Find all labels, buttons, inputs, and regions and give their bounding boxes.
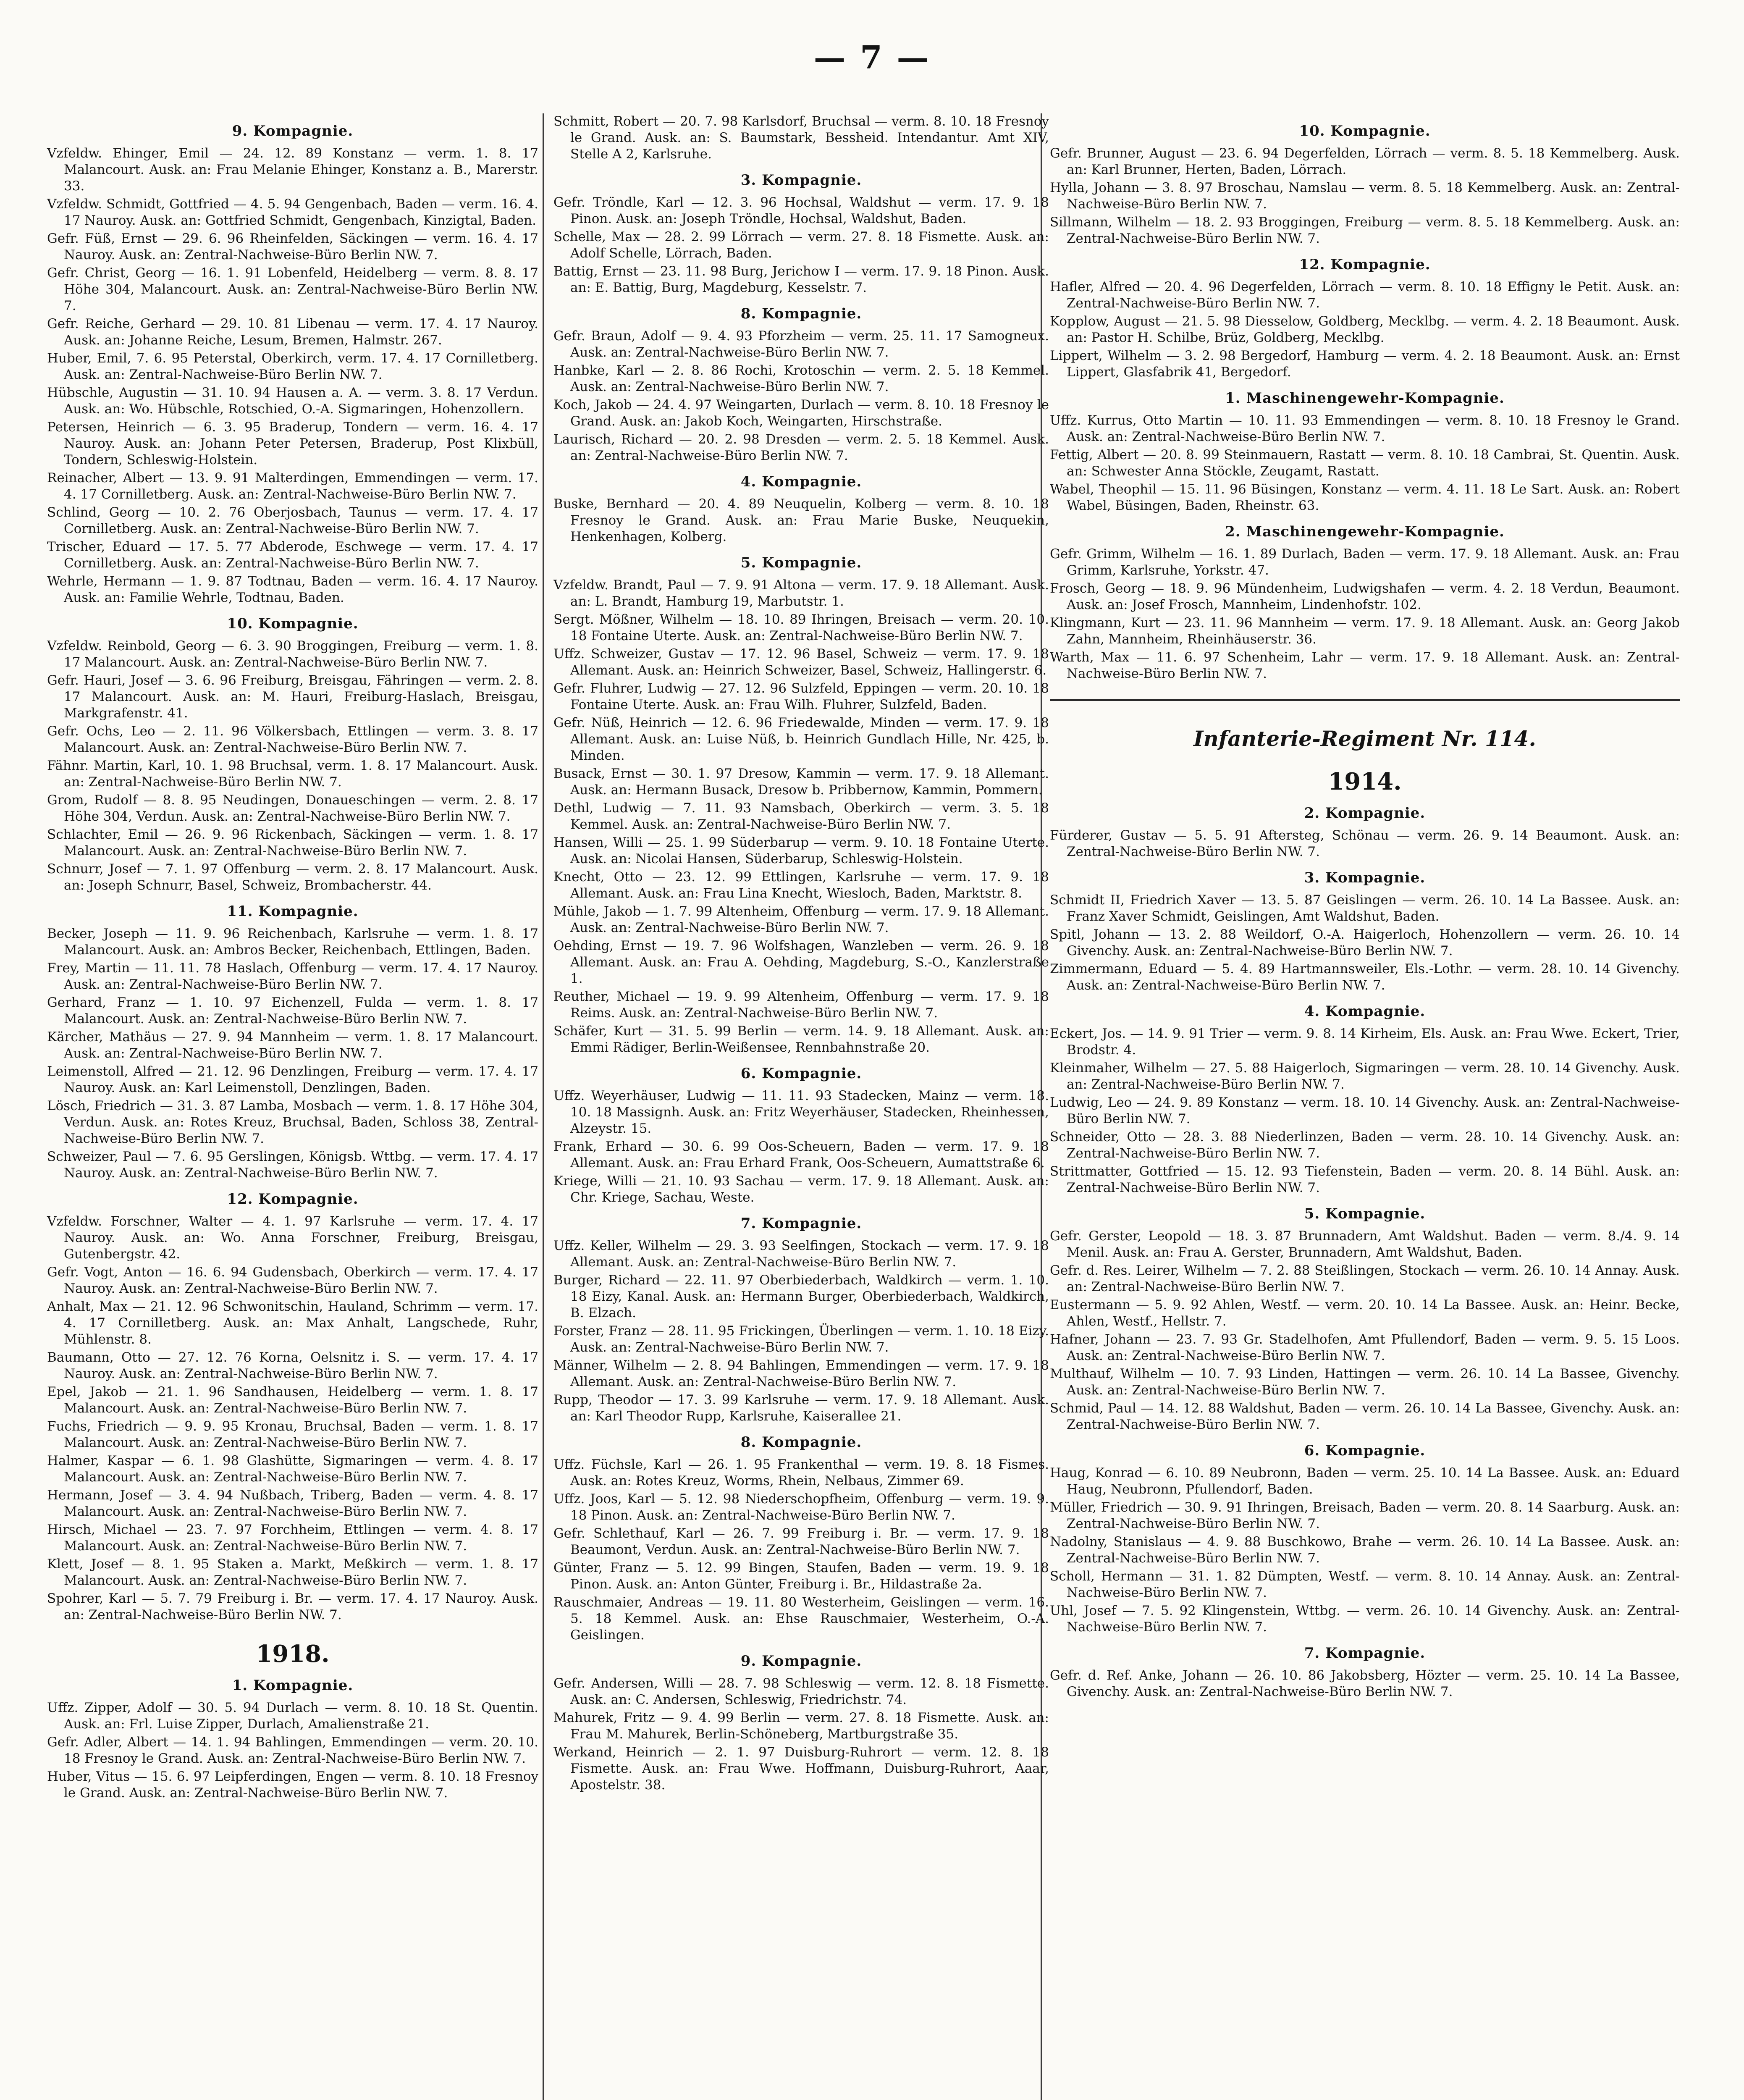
- column-1: [47, 113, 538, 1803]
- casualty-entry: Männer, Wilhelm — 2. 8. 94 Bahlingen, Emmendingen — verm. 17. 9. 18 Allemant. Ausk. an: Zentral-Nachweise-Büro Berlin NW. 7.: [553, 1358, 1049, 1389]
- casualty-entry: Schlind, Georg — 10. 2. 76 Oberjosbach, Taunus — verm. 17. 4. 17 Cornilletberg. Ausk. an: Zentral-Nachweise-Büro Berlin NW. 7.: [47, 505, 538, 536]
- casualty-entry: Becker, Joseph — 11. 9. 96 Reichenbach, Karlsruhe — verm. 1. 8. 17 Malancourt. Ausk. an: Ambros Becker, Reichenbach, Ettlingen, Baden.: [47, 926, 538, 958]
- column-3: [1050, 113, 1680, 1702]
- casualty-entry: Klett, Josef — 8. 1. 95 Staken a. Markt, Meßkirch — verm. 1. 8. 17 Malancourt. Ausk. an: Zentral-Nachweise-Büro Berlin NW. 7.: [47, 1557, 538, 1588]
- casualty-entry: Gefr. Nüß, Heinrich — 12. 6. 96 Friedewalde, Minden — verm. 17. 9. 18 Allemant. Ausk. an: Luise Nüß, b. Heinrich Gundlach Hille, Nr. 425, b. Minden.: [553, 715, 1049, 763]
- company-heading: 1. Kompagnie.: [232, 1677, 354, 1694]
- section-divider: [1050, 699, 1680, 701]
- casualty-entry: Vzfeldw. Reinbold, Georg — 6. 3. 90 Broggingen, Freiburg — verm. 1. 8. 17 Malancourt. Ausk. an: Zentral-Nachweise-Büro Berlin NW. 7.: [47, 638, 538, 670]
- casualty-entry: Fuchs, Friedrich — 9. 9. 95 Kronau, Bruchsal, Baden — verm. 1. 8. 17 Malancourt. Ausk. an: Zentral-Nachweise-Büro Berlin NW. 7.: [47, 1419, 538, 1450]
- casualty-entry: Hafler, Alfred — 20. 4. 96 Degerfelden, Lörrach — verm. 8. 10. 18 Effigny le Petit. Ausk. an: Zentral-Nachweise-Büro Berlin NW. 7.: [1050, 279, 1680, 311]
- casualty-entry: Gefr. d. Ref. Anke, Johann — 26. 10. 86 Jakobsberg, Hözter — verm. 25. 10. 14 La Bassee, Givenchy. Ausk. an: Zentral-Nachweise-Büro Berlin NW. 7.: [1050, 1668, 1680, 1699]
- company-heading: 2. Kompagnie.: [1304, 805, 1426, 822]
- casualty-entry: Buske, Bernhard — 20. 4. 89 Neuquelin, Kolberg — verm. 8. 10. 18 Fresnoy le Grand. Ausk. an: Frau Marie Buske, Neuquekin, Henkenhagen, Kolberg.: [553, 496, 1049, 544]
- casualty-entry: Wabel, Theophil — 15. 11. 96 Büsingen, Konstanz — verm. 4. 11. 18 Le Sart. Ausk. an: Robert Wabel, Büsingen, Baden, Rheinstr. 63.: [1050, 482, 1680, 513]
- casualty-entry: Lösch, Friedrich — 31. 3. 87 Lamba, Mosbach — verm. 1. 8. 17 Höhe 304, Verdun. Ausk. an: Rotes Kreuz, Bruchsal, Baden, Schloss 38, Zentral-Nachweise-Büro Berlin NW. 7.: [47, 1098, 538, 1146]
- casualty-entry: Petersen, Heinrich — 6. 3. 95 Braderup, Tondern — verm. 16. 4. 17 Nauroy. Ausk. an: Johann Peter Petersen, Braderup, Post Klixbüll, Tondern, Schleswig-Holstein.: [47, 420, 538, 467]
- casualty-entry: Kriege, Willi — 21. 10. 93 Sachau — verm. 17. 9. 18 Allemant. Ausk. an: Chr. Kriege, Sachau, Weste.: [553, 1173, 1049, 1205]
- casualty-entry: Gefr. Christ, Georg — 16. 1. 91 Lobenfeld, Heidelberg — verm. 8. 8. 17 Höhe 304, Malancourt. Ausk. an: Zentral-Nachweise-Büro Berlin NW. 7.: [47, 265, 538, 313]
- casualty-entry: Hafner, Johann — 23. 7. 93 Gr. Stadelhofen, Amt Pfullendorf, Baden — verm. 9. 5. 15 Loos. Ausk. an: Zentral-Nachweise-Büro Berlin NW. 7.: [1050, 1332, 1680, 1363]
- casualty-entry: Nadolny, Stanislaus — 4. 9. 88 Buschkowo, Brahe — verm. 26. 10. 14 La Bassee. Ausk. an: Zentral-Nachweise-Büro Berlin NW. 7.: [1050, 1534, 1680, 1566]
- casualty-entry: Multhauf, Wilhelm — 10. 7. 93 Linden, Hattingen — verm. 26. 10. 14 La Bassee, Givenchy. Ausk. an: Zentral-Nachweise-Büro Berlin NW. 7.: [1050, 1366, 1680, 1398]
- casualty-entry: Grom, Rudolf — 8. 8. 95 Neudingen, Donaueschingen — verm. 2. 8. 17 Höhe 304, Verdun. Ausk. an: Zentral-Nachweise-Büro Berlin NW. 7.: [47, 793, 538, 824]
- casualty-entry: Scholl, Hermann — 31. 1. 82 Dümpten, Westf. — verm. 8. 10. 14 Annay. Ausk. an: Zentral-Nachweise-Büro Berlin NW. 7.: [1050, 1569, 1680, 1600]
- casualty-entry: Rupp, Theodor — 17. 3. 99 Karlsruhe — verm. 17. 9. 18 Allemant. Ausk. an: Karl Theodor Rupp, Karlsruhe, Kaiserallee 21.: [553, 1392, 1049, 1424]
- casualty-entry: Dethl, Ludwig — 7. 11. 93 Namsbach, Oberkirch — verm. 3. 5. 18 Kemmel. Ausk. an: Zentral-Nachweise-Büro Berlin NW. 7.: [553, 801, 1049, 832]
- casualty-entry: Forster, Franz — 28. 11. 95 Frickingen, Überlingen — verm. 1. 10. 18 Eizy. Ausk. an: Zentral-Nachweise-Büro Berlin NW. 7.: [553, 1323, 1049, 1355]
- casualty-entry: Schneider, Otto — 28. 3. 88 Niederlinzen, Baden — verm. 28. 10. 14 Givenchy. Ausk. an: Zentral-Nachweise-Büro Berlin NW. 7.: [1050, 1129, 1680, 1161]
- casualty-entry: Uffz. Füchsle, Karl — 26. 1. 95 Frankenthal — verm. 19. 8. 18 Fismes. Ausk. an: Rotes Kreuz, Worms, Rhein, Nelbaus, Zimmer 69.: [553, 1457, 1049, 1488]
- casualty-entry: Hermann, Josef — 3. 4. 94 Nußbach, Triberg, Baden — verm. 4. 8. 17 Malancourt. Ausk. an: Zentral-Nachweise-Büro Berlin NW. 7.: [47, 1488, 538, 1519]
- company-heading: 7. Kompagnie.: [740, 1215, 862, 1232]
- casualty-entry: Uhl, Josef — 7. 5. 92 Klingenstein, Wttbg. — verm. 26. 10. 14 Givenchy. Ausk. an: Zentral-Nachweise-Büro Berlin NW. 7.: [1050, 1603, 1680, 1635]
- casualty-entry: Wehrle, Hermann — 1. 9. 87 Todtnau, Baden — verm. 16. 4. 17 Nauroy. Ausk. an: Familie Wehrle, Todtnau, Baden.: [47, 574, 538, 605]
- casualty-entry: Gefr. Schlethauf, Karl — 26. 7. 99 Freiburg i. Br. — verm. 17. 9. 18 Beaumont, Verdun. Ausk. an: Zentral-Nachweise-Büro Berlin NW. 7.: [553, 1526, 1049, 1557]
- casualty-entry: Burger, Richard — 22. 11. 97 Oberbiederbach, Waldkirch — verm. 1. 10. 18 Eizy, Kanal. Ausk. an: Hermann Burger, Oberbiederbach, Waldkirch, B. Elzach.: [553, 1273, 1049, 1320]
- casualty-entry: Vzfeldw. Brandt, Paul — 7. 9. 91 Altona — verm. 17. 9. 18 Allemant. Ausk. an: L. Brandt, Hamburg 19, Marbutstr. 1.: [553, 578, 1049, 609]
- casualty-entry: Gefr. Gerster, Leopold — 18. 3. 87 Brunnadern, Amt Waldshut. Baden — verm. 8./4. 9. 14 Menil. Ausk. an: Frau A. Gerster, Brunnadern, Amt Waldshut, Baden.: [1050, 1228, 1680, 1260]
- casualty-entry: Huber, Emil, 7. 6. 95 Peterstal, Oberkirch, verm. 17. 4. 17 Cornilletberg. Ausk. an: Zentral-Nachweise-Büro Berlin NW. 7.: [47, 351, 538, 382]
- casualty-entry: Müller, Friedrich — 30. 9. 91 Ihringen, Breisach, Baden — verm. 20. 8. 14 Saarburg. Ausk. an: Zentral-Nachweise-Büro Berlin NW. 7.: [1050, 1500, 1680, 1531]
- casualty-entry: Reinacher, Albert — 13. 9. 91 Malterdingen, Emmendingen — verm. 17. 4. 17 Cornilletberg. Ausk. an: Zentral-Nachweise-Büro Berlin NW. 7.: [47, 470, 538, 502]
- company-heading: 6. Kompagnie.: [740, 1065, 862, 1082]
- page-number: — 7 —: [813, 39, 931, 76]
- casualty-entry: Fürderer, Gustav — 5. 5. 91 Aftersteg, Schönau — verm. 26. 9. 14 Beaumont. Ausk. an: Zentral-Nachweise-Büro Berlin NW. 7.: [1050, 828, 1680, 859]
- company-heading: 2. Maschinengewehr-Kompagnie.: [1225, 523, 1505, 540]
- casualty-entry: Warth, Max — 11. 6. 97 Schenheim, Lahr — verm. 17. 9. 18 Allemant. Ausk. an: Zentral-Nachweise-Büro Berlin NW. 7.: [1050, 650, 1680, 681]
- casualty-entry: Sillmann, Wilhelm — 18. 2. 93 Broggingen, Freiburg — verm. 8. 5. 18 Kemmelberg. Ausk. an: Zentral-Nachweise-Büro Berlin NW. 7.: [1050, 215, 1680, 246]
- casualty-entry: Gefr. Hauri, Josef — 3. 6. 96 Freiburg, Breisgau, Fähringen — verm. 2. 8. 17 Malancourt. Ausk. an: M. Hauri, Freiburg-Haslach, Breisgau, Markgrafenstr. 41.: [47, 673, 538, 721]
- casualty-entry: Gefr. Fluhrer, Ludwig — 27. 12. 96 Sulzfeld, Eppingen — verm. 20. 10. 18 Fontaine Uterte. Ausk. an: Frau Wilh. Fluhrer, Sulzfeld, Baden.: [553, 681, 1049, 712]
- company-heading: 9. Kompagnie.: [232, 123, 354, 139]
- column-2: [553, 113, 1049, 1795]
- casualty-entry: Schmitt, Robert — 20. 7. 98 Karlsdorf, Bruchsal — verm. 8. 10. 18 Fresnoy le Grand. Ausk. an: S. Baumstark, Bessheid. Intendantur. Amt XIV, Stelle A 2, Karlsruhe.: [553, 114, 1049, 162]
- casualty-entry: Eustermann — 5. 9. 92 Ahlen, Westf. — verm. 20. 10. 14 La Bassee. Ausk. an: Heinr. Becke, Ahlen, Westf., Hellstr. 7.: [1050, 1297, 1680, 1329]
- casualty-entry: Uffz. Kurrus, Otto Martin — 10. 11. 93 Emmendingen — verm. 8. 10. 18 Fresnoy le Grand. Ausk. an: Zentral-Nachweise-Büro Berlin NW. 7.: [1050, 413, 1680, 444]
- company-heading: 12. Kompagnie.: [1299, 256, 1431, 273]
- casualty-entry: Hirsch, Michael — 23. 7. 97 Forchheim, Ettlingen — verm. 4. 8. 17 Malancourt. Ausk. an: Zentral-Nachweise-Büro Berlin NW. 7.: [47, 1522, 538, 1554]
- casualty-entry: Gefr. Grimm, Wilhelm — 16. 1. 89 Durlach, Baden — verm. 17. 9. 18 Allemant. Ausk. an: Frau Grimm, Karlsruhe, Yorkstr. 47.: [1050, 546, 1680, 578]
- company-heading: 5. Kompagnie.: [740, 554, 862, 571]
- casualty-entry: Gefr. Ochs, Leo — 2. 11. 96 Völkersbach, Ettlingen — verm. 3. 8. 17 Malancourt. Ausk. an: Zentral-Nachweise-Büro Berlin NW. 7.: [47, 724, 538, 755]
- casualty-entry: Gefr. Reiche, Gerhard — 29. 10. 81 Libenau — verm. 17. 4. 17 Nauroy. Ausk. an: Johanne Reiche, Lesum, Bremen, Halmstr. 267.: [47, 316, 538, 348]
- company-heading: 10. Kompagnie.: [227, 615, 359, 632]
- year-heading: 1918.: [256, 1640, 330, 1668]
- company-heading: 1. Maschinengewehr-Kompagnie.: [1225, 390, 1505, 407]
- casualty-entry: Koch, Jakob — 24. 4. 97 Weingarten, Durlach — verm. 8. 10. 18 Fresnoy le Grand. Ausk. an: Jakob Koch, Weingarten, Hirschstraße.: [553, 397, 1049, 429]
- casualty-entry: Schnurr, Josef — 7. 1. 97 Offenburg — verm. 2. 8. 17 Malancourt. Ausk. an: Joseph Schnurr, Basel, Schweiz, Brombacherstr. 44.: [47, 861, 538, 893]
- casualty-entry: Battig, Ernst — 23. 11. 98 Burg, Jerichow I — verm. 17. 9. 18 Pinon. Ausk. an: E. Battig, Burg, Magdeburg, Kesselstr. 7.: [553, 264, 1049, 295]
- year-heading: 1914.: [1328, 768, 1402, 795]
- casualty-entry: Leimenstoll, Alfred — 21. 12. 96 Denzlingen, Freiburg — verm. 17. 4. 17 Nauroy. Ausk. an: Karl Leimenstoll, Denzlingen, Baden.: [47, 1064, 538, 1095]
- casualty-entry: Busack, Ernst — 30. 1. 97 Dresow, Kammin — verm. 17. 9. 18 Allemant. Ausk. an: Hermann Busack, Dresow b. Pribbernow, Kammin, Pommern.: [553, 766, 1049, 798]
- casualty-entry: Uffz. Joos, Karl — 5. 12. 98 Niederschopfheim, Offenburg — verm. 19. 9. 18 Pinon. Ausk. an: Zentral-Nachweise-Büro Berlin NW. 7.: [553, 1491, 1049, 1523]
- company-heading: 7. Kompagnie.: [1304, 1645, 1426, 1662]
- casualty-entry: Gefr. d. Res. Leirer, Wilhelm — 7. 2. 88 Steißlingen, Stockach — verm. 26. 10. 14 Annay. Ausk. an: Zentral-Nachweise-Büro Berlin NW. 7.: [1050, 1263, 1680, 1294]
- casualty-entry: Hansen, Willi — 25. 1. 99 Süderbarup — verm. 9. 10. 18 Fontaine Uterte. Ausk. an: Nicolai Hansen, Süderbarup, Schleswig-Holstein.: [553, 835, 1049, 866]
- casualty-entry: Gefr. Füß, Ernst — 29. 6. 96 Rheinfelden, Säckingen — verm. 16. 4. 17 Nauroy. Ausk. an: Zentral-Nachweise-Büro Berlin NW. 7.: [47, 231, 538, 262]
- casualty-entry: Oehding, Ernst — 19. 7. 96 Wolfshagen, Wanzleben — verm. 26. 9. 18 Allemant. Ausk. an: Frau A. Oehding, Magdeburg, S.-O., Kanzlerstraße 1.: [553, 938, 1049, 986]
- casualty-entry: Eckert, Jos. — 14. 9. 91 Trier — verm. 9. 8. 14 Kirheim, Els. Ausk. an: Frau Wwe. Eckert, Trier, Brodstr. 4.: [1050, 1026, 1680, 1058]
- casualty-entry: Schmid, Paul — 14. 12. 88 Waldshut, Baden — verm. 26. 10. 14 La Bassee, Givenchy. Ausk. an: Zentral-Nachweise-Büro Berlin NW. 7.: [1050, 1401, 1680, 1432]
- company-heading: 9. Kompagnie.: [740, 1653, 862, 1670]
- casualty-entry: Uffz. Schweizer, Gustav — 17. 12. 96 Basel, Schweiz — verm. 17. 9. 18 Allemant. Ausk. an: Heinrich Schweizer, Basel, Schweiz, Hallingerstr. 6.: [553, 646, 1049, 678]
- casualty-entry: Mühle, Jakob — 1. 7. 99 Altenheim, Offenburg — verm. 17. 9. 18 Allemant. Ausk. an: Zentral-Nachweise-Büro Berlin NW. 7.: [553, 904, 1049, 935]
- casualty-entry: Werkand, Heinrich — 2. 1. 97 Duisburg-Ruhrort — verm. 12. 8. 18 Fismette. Ausk. an: Frau Wwe. Hoffmann, Duisburg-Ruhrort, Aaar, Apostelstr. 38.: [553, 1745, 1049, 1793]
- company-heading: 12. Kompagnie.: [227, 1191, 359, 1208]
- company-heading: 11. Kompagnie.: [227, 903, 359, 920]
- regiment-title: Infanterie-Regiment Nr. 114.: [1193, 726, 1536, 751]
- casualty-entry: Vzfeldw. Forschner, Walter — 4. 1. 97 Karlsruhe — verm. 17. 4. 17 Nauroy. Ausk. an: Wo. Anna Forschner, Freiburg, Breisgau, Gutenbergstr. 42.: [47, 1214, 538, 1262]
- casualty-entry: Kleinmaher, Wilhelm — 27. 5. 88 Haigerloch, Sigmaringen — verm. 28. 10. 14 Givenchy. Ausk. an: Zentral-Nachweise-Büro Berlin NW. 7.: [1050, 1060, 1680, 1092]
- casualty-entry: Hübschle, Augustin — 31. 10. 94 Hausen a. A. — verm. 3. 8. 17 Verdun. Ausk. an: Wo. Hübschle, Rotschied, O.-A. Sigmaringen, Hohenzollern.: [47, 385, 538, 417]
- casualty-entry: Strittmatter, Gottfried — 15. 12. 93 Tiefenstein, Baden — verm. 20. 8. 14 Bühl. Ausk. an: Zentral-Nachweise-Büro Berlin NW. 7.: [1050, 1164, 1680, 1195]
- casualty-entry: Ludwig, Leo — 24. 9. 89 Konstanz — verm. 18. 10. 14 Givenchy. Ausk. an: Zentral-Nachweise-Büro Berlin NW. 7.: [1050, 1095, 1680, 1126]
- casualty-entry: Gefr. Adler, Albert — 14. 1. 94 Bahlingen, Emmendingen — verm. 20. 10. 18 Fresnoy le Grand. Ausk. an: Zentral-Nachweise-Büro Berlin NW. 7.: [47, 1735, 538, 1766]
- casualty-entry: Kärcher, Mathäus — 27. 9. 94 Mannheim — verm. 1. 8. 17 Malancourt. Ausk. an: Zentral-Nachweise-Büro Berlin NW. 7.: [47, 1029, 538, 1061]
- casualty-entry: Zimmermann, Eduard — 5. 4. 89 Hartmannsweiler, Els.-Lothr. — verm. 28. 10. 14 Givenchy. Ausk. an: Zentral-Nachweise-Büro Berlin NW. 7.: [1050, 961, 1680, 993]
- casualty-entry: Vzfeldw. Ehinger, Emil — 24. 12. 89 Konstanz — verm. 1. 8. 17 Malancourt. Ausk. an: Frau Melanie Ehinger, Konstanz a. B., Marerstr. 33.: [47, 146, 538, 194]
- company-heading: 3. Kompagnie.: [1304, 869, 1426, 886]
- casualty-entry: Halmer, Kaspar — 6. 1. 98 Glashütte, Sigmaringen — verm. 4. 8. 17 Malancourt. Ausk. an: Zentral-Nachweise-Büro Berlin NW. 7.: [47, 1453, 538, 1485]
- casualty-entry: Lippert, Wilhelm — 3. 2. 98 Bergedorf, Hamburg — verm. 4. 2. 18 Beaumont. Ausk. an: Ernst Lippert, Glasfabrik 41, Bergedorf.: [1050, 348, 1680, 380]
- company-heading: 10. Kompagnie.: [1299, 123, 1431, 139]
- casualty-entry: Klingmann, Kurt — 23. 11. 96 Mannheim — verm. 17. 9. 18 Allemant. Ausk. an: Georg Jakob Zahn, Mannheim, Rheinhäuserstr. 36.: [1050, 615, 1680, 647]
- casualty-entry: Hylla, Johann — 3. 8. 97 Broschau, Namslau — verm. 8. 5. 18 Kemmelberg. Ausk. an: Zentral-Nachweise-Büro Berlin NW. 7.: [1050, 180, 1680, 212]
- casualty-entry: Epel, Jakob — 21. 1. 96 Sandhausen, Heidelberg — verm. 1. 8. 17 Malancourt. Ausk. an: Zentral-Nachweise-Büro Berlin NW. 7.: [47, 1384, 538, 1416]
- company-heading: 8. Kompagnie.: [740, 1434, 862, 1451]
- casualty-entry: Frey, Martin — 11. 11. 78 Haslach, Offenburg — verm. 17. 4. 17 Nauroy. Ausk. an: Zentral-Nachweise-Büro Berlin NW. 7.: [47, 961, 538, 992]
- casualty-entry: Vzfeldw. Schmidt, Gottfried — 4. 5. 94 Gengenbach, Baden — verm. 16. 4. 17 Nauroy. Ausk. an: Gottfried Schmidt, Gengenbach, Kinzigtal, Baden.: [47, 197, 538, 228]
- casualty-entry: Schlachter, Emil — 26. 9. 96 Rickenbach, Säckingen — verm. 1. 8. 17 Malancourt. Ausk. an: Zentral-Nachweise-Büro Berlin NW. 7.: [47, 827, 538, 858]
- casualty-entry: Fähnr. Martin, Karl, 10. 1. 98 Bruchsal, verm. 1. 8. 17 Malancourt. Ausk. an: Zentral-Nachweise-Büro Berlin NW. 7.: [47, 758, 538, 790]
- casualty-entry: Mahurek, Fritz — 9. 4. 99 Berlin — verm. 27. 8. 18 Fismette. Ausk. an: Frau M. Mahurek, Berlin-Schöneberg, Martburgstraße 35.: [553, 1710, 1049, 1742]
- casualty-entry: Huber, Vitus — 15. 6. 97 Leipferdingen, Engen — verm. 8. 10. 18 Fresnoy le Grand. Ausk. an: Zentral-Nachweise-Büro Berlin NW. 7.: [47, 1769, 538, 1801]
- casualty-entry: Kopplow, August — 21. 5. 98 Diesselow, Goldberg, Mecklbg. — verm. 4. 2. 18 Beaumont. Ausk. an: Pastor H. Schilbe, Brüz, Goldberg, Mecklbg.: [1050, 314, 1680, 345]
- company-heading: 6. Kompagnie.: [1304, 1442, 1426, 1459]
- column-divider-left: [543, 113, 544, 2100]
- casualty-entry: Gefr. Braun, Adolf — 9. 4. 93 Pforzheim — verm. 25. 11. 17 Samogneux. Ausk. an: Zentral-Nachweise-Büro Berlin NW. 7.: [553, 328, 1049, 360]
- casualty-entry: Uffz. Weyerhäuser, Ludwig — 11. 11. 93 Stadecken, Mainz — verm. 18. 10. 18 Massignh. Ausk. an: Fritz Weyerhäuser, Stadecken, Rheinhessen, Alzeystr. 15.: [553, 1088, 1049, 1136]
- casualty-entry: Günter, Franz — 5. 12. 99 Bingen, Staufen, Baden — verm. 19. 9. 18 Pinon. Ausk. an: Anton Günter, Freiburg i. Br., Hildastraße 2a.: [553, 1560, 1049, 1592]
- casualty-entry: Gefr. Vogt, Anton — 16. 6. 94 Gudensbach, Oberkirch — verm. 17. 4. 17 Nauroy. Ausk. an: Zentral-Nachweise-Büro Berlin NW. 7.: [47, 1265, 538, 1296]
- company-heading: 3. Kompagnie.: [740, 172, 862, 189]
- casualty-entry: Sergt. Mößner, Wilhelm — 18. 10. 89 Ihringen, Breisach — verm. 20. 10. 18 Fontaine Uterte. Ausk. an: Zentral-Nachweise-Büro Berlin NW. 7.: [553, 612, 1049, 643]
- casualty-entry: Anhalt, Max — 21. 12. 96 Schwonitschin, Hauland, Schrimm — verm. 17. 4. 17 Cornilletberg. Ausk. an: Max Anhalt, Langschede, Ruhr, Mühlenstr. 8.: [47, 1299, 538, 1347]
- company-heading: 5. Kompagnie.: [1304, 1205, 1426, 1222]
- casualty-entry: Laurisch, Richard — 20. 2. 98 Dresden — verm. 2. 5. 18 Kemmel. Ausk. an: Zentral-Nachweise-Büro Berlin NW. 7.: [553, 432, 1049, 463]
- casualty-entry: Uffz. Keller, Wilhelm — 29. 3. 93 Seelfingen, Stockach — verm. 17. 9. 18 Allemant. Ausk. an: Zentral-Nachweise-Büro Berlin NW. 7.: [553, 1238, 1049, 1270]
- casualty-entry: Uffz. Zipper, Adolf — 30. 5. 94 Durlach — verm. 8. 10. 18 St. Quentin. Ausk. an: Frl. Luise Zipper, Durlach, Amalienstraße 21.: [47, 1700, 538, 1732]
- casualty-entry: Trischer, Eduard — 17. 5. 77 Abderode, Eschwege — verm. 17. 4. 17 Cornilletberg. Ausk. an: Zentral-Nachweise-Büro Berlin NW. 7.: [47, 539, 538, 571]
- casualty-entry: Spohrer, Karl — 5. 7. 79 Freiburg i. Br. — verm. 17. 4. 17 Nauroy. Ausk. an: Zentral-Nachweise-Büro Berlin NW. 7.: [47, 1591, 538, 1622]
- casualty-entry: Fettig, Albert — 20. 8. 99 Steinmauern, Rastatt — verm. 8. 10. 18 Cambrai, St. Quentin. Ausk. an: Schwester Anna Stöckle, Zeugamt, Rastatt.: [1050, 447, 1680, 479]
- casualty-entry: Frank, Erhard — 30. 6. 99 Oos-Scheuern, Baden — verm. 17. 9. 18 Allemant. Ausk. an: Frau Erhard Frank, Oos-Scheuern, Aumattstraße 6.: [553, 1139, 1049, 1171]
- casualty-entry: Schelle, Max — 28. 2. 99 Lörrach — verm. 27. 8. 18 Fismette. Ausk. an: Adolf Schelle, Lörrach, Baden.: [553, 229, 1049, 261]
- casualty-entry: Schmidt II, Friedrich Xaver — 13. 5. 87 Geislingen — verm. 26. 10. 14 La Bassee. Ausk. an: Franz Xaver Schmidt, Geislingen, Amt Waldshut, Baden.: [1050, 892, 1680, 924]
- company-heading: 4. Kompagnie.: [1304, 1003, 1426, 1020]
- casualty-entry: Schweizer, Paul — 7. 6. 95 Gerslingen, Königsb. Wttbg. — verm. 17. 4. 17 Nauroy. Ausk. an: Zentral-Nachweise-Büro Berlin NW. 7.: [47, 1149, 538, 1181]
- casualty-entry: Spitl, Johann — 13. 2. 88 Weildorf, O.-A. Haigerloch, Hohenzollern — verm. 26. 10. 14 Givenchy. Ausk. an: Zentral-Nachweise-Büro Berlin NW. 7.: [1050, 927, 1680, 958]
- casualty-entry: Gefr. Tröndle, Karl — 12. 3. 96 Hochsal, Waldshut — verm. 17. 9. 18 Pinon. Ausk. an: Joseph Tröndle, Hochsal, Waldshut, Baden.: [553, 195, 1049, 226]
- casualty-entry: Frosch, Georg — 18. 9. 96 Mündenheim, Ludwigshafen — verm. 4. 2. 18 Verdun, Beaumont. Ausk. an: Josef Frosch, Mannheim, Lindenhofstr. 102.: [1050, 581, 1680, 612]
- company-heading: 4. Kompagnie.: [740, 473, 862, 490]
- casualty-entry: Haug, Konrad — 6. 10. 89 Neubronn, Baden — verm. 25. 10. 14 La Bassee. Ausk. an: Eduard Haug, Neubronn, Pfullendorf, Baden.: [1050, 1465, 1680, 1497]
- casualty-entry: Hanbke, Karl — 2. 8. 86 Rochi, Krotoschin — verm. 2. 5. 18 Kemmel. Ausk. an: Zentral-Nachweise-Büro Berlin NW. 7.: [553, 363, 1049, 394]
- casualty-entry: Reuther, Michael — 19. 9. 99 Altenheim, Offenburg — verm. 17. 9. 18 Reims. Ausk. an: Zentral-Nachweise-Büro Berlin NW. 7.: [553, 989, 1049, 1021]
- casualty-entry: Schäfer, Kurt — 31. 5. 99 Berlin — verm. 14. 9. 18 Allemant. Ausk. an: Emmi Rädiger, Berlin-Weißensee, Rennbahnstraße 20.: [553, 1024, 1049, 1055]
- casualty-entry: Knecht, Otto — 23. 12. 99 Ettlingen, Karlsruhe — verm. 17. 9. 18 Allemant. Ausk. an: Frau Lina Knecht, Wiesloch, Baden, Marktstr. 8.: [553, 869, 1049, 901]
- company-heading: 8. Kompagnie.: [740, 305, 862, 322]
- casualty-entry: Gerhard, Franz — 1. 10. 97 Eichenzell, Fulda — verm. 1. 8. 17 Malancourt. Ausk. an: Zentral-Nachweise-Büro Berlin NW. 7.: [47, 995, 538, 1026]
- casualty-entry: Baumann, Otto — 27. 12. 76 Korna, Oelsnitz i. S. — verm. 17. 4. 17 Nauroy. Ausk. an: Zentral-Nachweise-Büro Berlin NW. 7.: [47, 1350, 538, 1381]
- casualty-entry: Gefr. Brunner, August — 23. 6. 94 Degerfelden, Lörrach — verm. 8. 5. 18 Kemmelberg. Ausk. an: Karl Brunner, Herten, Baden, Lörrach.: [1050, 146, 1680, 177]
- casualty-entry: Rauschmaier, Andreas — 19. 11. 80 Westerheim, Geislingen — verm. 16. 5. 18 Kemmel. Ausk. an: Ehse Rauschmaier, Westerheim, O.-A. Geislingen.: [553, 1595, 1049, 1643]
- casualty-entry: Gefr. Andersen, Willi — 28. 7. 98 Schleswig — verm. 12. 8. 18 Fismette. Ausk. an: C. Andersen, Schleswig, Friedrichstr. 74.: [553, 1676, 1049, 1707]
